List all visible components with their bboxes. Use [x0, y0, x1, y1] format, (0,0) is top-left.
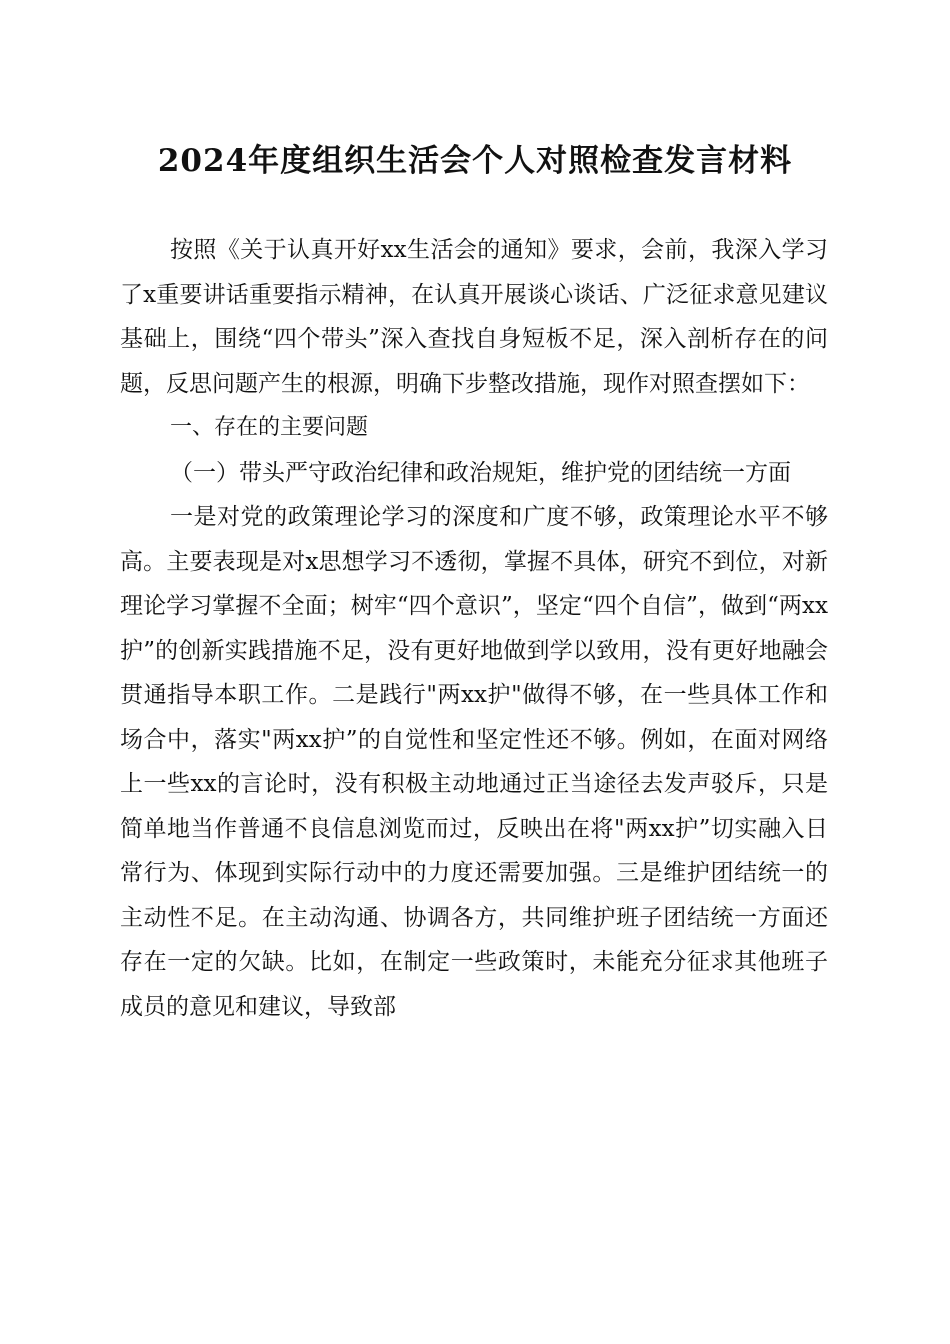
- subsection-heading-discipline: （一）带头严守政治纪律和政治规矩，维护党的团结统一方面: [170, 459, 791, 486]
- section-heading-problems: 一、存在的主要问题: [170, 415, 369, 440]
- intro-paragraph: 按照《关于认真开好xx生活会的通知》要求，会前，我深入学习了x重要讲话重要指示精神，在认真开展谈心谈话、广泛征求意见建议基础上，围绕“四个带头”深入查找自身短板不足，深入剖析存在的问题，反思问题产生的根源，明确下步整改措施，现作对照查摆如下：: [120, 237, 828, 397]
- body-paragraph-1: 一是对党的政策理论学习的深度和广度不够，政策理论水平不够高。主要表现是对x思想学习不透彻，掌握不具体，研究不到位，对新理论学习掌握不全面；树牢“四个意识”，坚定“四个自信”，做到“两xx护”的创新实践措施不足，没有更好地做到学以致用，没有更好地融会贯通指导本职工作。二是践行"两xx护"做得不够，在一些具体工作和场合中，落实"两xx护”的自觉性和坚定性还不够。例如，在面对网络上一些xx的言论时，没有积极主动地通过正当途径去发声驳斥，只是简单地当作普通不良信息浏览而过，反映出在将"两xx护”切实融入日常行为、体现到实际行动中的力度还需要加强。三是维护团结统一的主动性不足。在主动沟通、协调各方，共同维护班子团结统一方面还存在一定的欠缺。比如，在制定一些政策时，未能充分征求其他班子成员的意见和建议，导致部: [120, 504, 828, 1020]
- document-title: 2024年度组织生活会个人对照检查发言材料: [157, 143, 793, 179]
- document-body: [120, 228, 828, 1029]
- page-bottom-margin: [0, 1165, 950, 1344]
